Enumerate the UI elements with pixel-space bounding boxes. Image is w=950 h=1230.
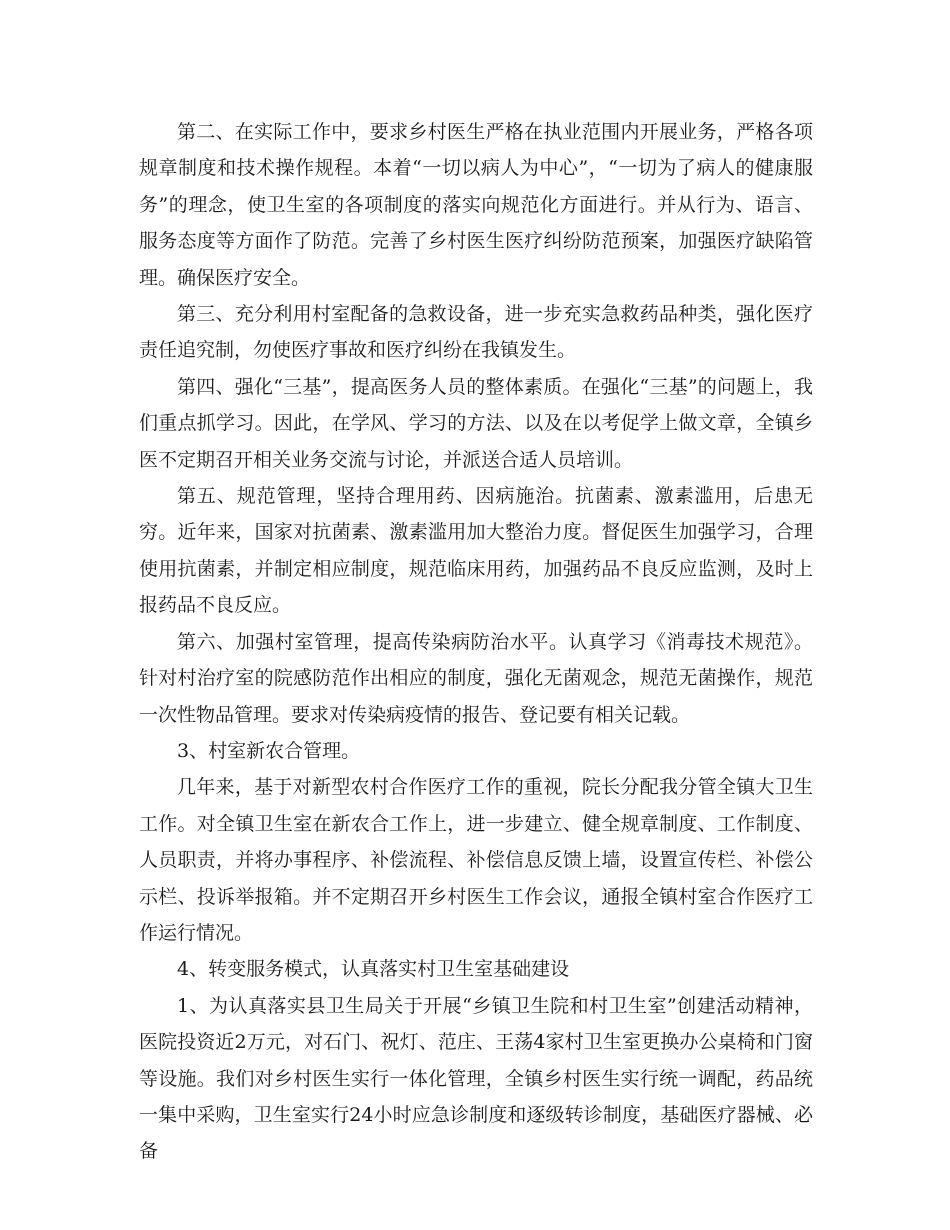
paragraph-infrastructure: 1、为认真落实县卫生局关于开展“乡镇卫生院和村卫生室”创建活动精神，医院投资近2万元，对石门、祝灯、范庄、王荡4家村卫生室更换办公桌椅和门窗等设施。我们对乡村医生实行一体化管理，全镇乡村医生实行统一调配，药品统一集中采购，卫生室实行24小时应急诊制度和逐级转诊制度，基础医疗器械、必备: [139, 994, 813, 1163]
section-heading-4: 4、转变服务模式，认真落实村卫生室基础建设: [177, 958, 570, 981]
paragraph-second-measure: 第二、在实际工作中，要求乡村医生严格在执业范围内开展业务，严格各项规章制度和技术操作规程。本着“一切以病人为中心”，“一切为了病人的健康服务”的理念，使卫生室的各项制度的落实向规范化方面进行。并从行为、语言、服务态度等方面作了防范。完善了乡村医生医疗纠纷防范预案，加强医疗缺陷管理。确保医疗安全。: [139, 121, 813, 289]
paragraph-sixth-measure: 第六、加强村室管理，提高传染病防治水平。认真学习《消毒技术规范》。针对村治疗室的院感防范作出相应的制度，强化无菌观念，规范无菌操作，规范一次性物品管理。要求对传染病疫情的报告、登记要有相关记载。: [139, 630, 813, 726]
section-heading-3: 3、村室新农合管理。: [177, 739, 361, 762]
paragraph-ncms-management: 几年来，基于对新型农村合作医疗工作的重视，院长分配我分管全镇大卫生工作。对全镇卫生室在新农合工作上，进一步建立、健全规章制度、工作制度、人员职责，并将办事程序、补偿流程、补偿信息反馈上墙，设置宣传栏、补偿公示栏、投诉举报箱。并不定期召开乡村医生工作会议，通报全镇村室合作医疗工作运行情况。: [139, 776, 813, 944]
document-body: [139, 114, 813, 1170]
paragraph-fifth-measure: 第五、规范管理，坚持合理用药、因病施治。抗菌素、激素滥用，后患无穷。近年来，国家对抗菌素、激素滥用加大整治力度。督促医生加强学习，合理使用抗菌素，并制定相应制度，规范临床用药，加强药品不良反应监测，及时上报药品不良反应。: [139, 485, 813, 617]
paragraph-third-measure: 第三、充分利用村室配备的急救设备，进一步充实急救药品种类，强化医疗责任追究制，勿使医疗事故和医疗纠纷在我镇发生。: [139, 303, 813, 362]
paragraph-fourth-measure: 第四、强化“三基”，提高医务人员的整体素质。在强化“三基”的问题上，我们重点抓学习。因此，在学风、学习的方法、以及在以考促学上做文章，全镇乡医不定期召开相关业务交流与讨论，并派送合适人员培训。: [139, 375, 813, 471]
